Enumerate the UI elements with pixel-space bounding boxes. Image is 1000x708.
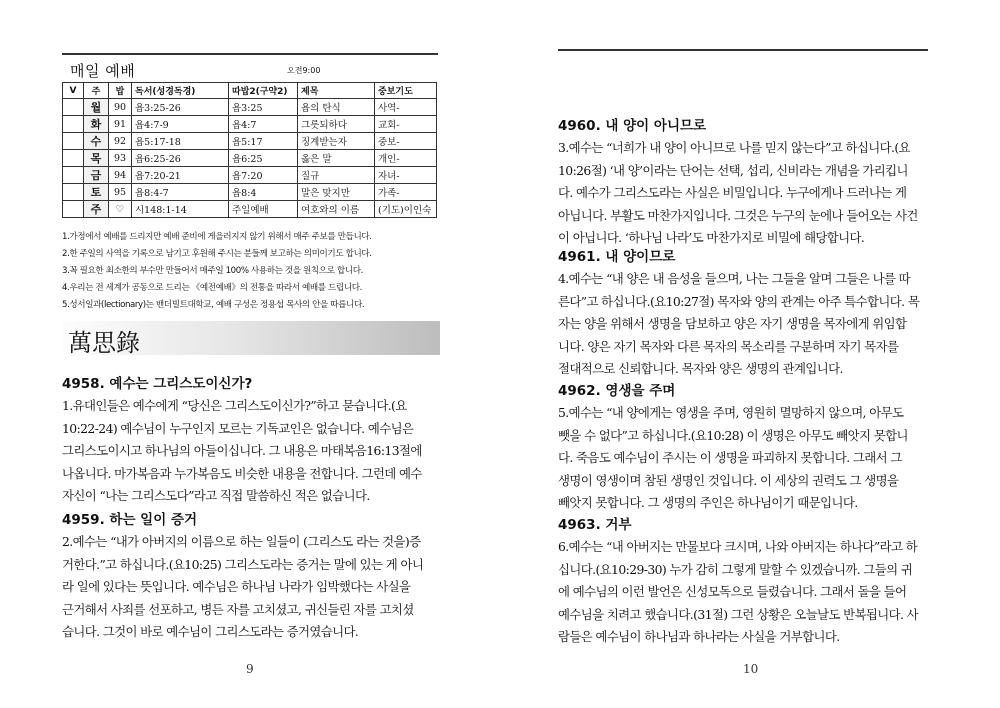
body-line: 습니다. 그것이 바로 예수님이 그리스도라는 증거였습니다.	[62, 624, 359, 639]
note-line: 4.우리는 전 세계가 공동으로 드리는 《예전예배》의 전통을 따라서 예배를 드립니다.	[62, 283, 362, 293]
cell-reading: 욥7:20-21	[132, 167, 229, 184]
cell-prayer: 교회-	[375, 116, 437, 133]
body-line: 자신이 “나는 그리스도다”라고 직접 말씀하신 적은 없습니다.	[62, 488, 370, 503]
body-line: 6.예수는 “내 아버지는 만물보다 크시며, 나와 아버지는 하나다”라고 하	[558, 539, 918, 554]
cell-check	[63, 201, 84, 218]
section-body	[558, 402, 940, 515]
cell-prayer: (기도)이인숙	[375, 201, 437, 218]
cell-prayer: 개인-	[375, 150, 437, 167]
worship-time: 오전9:00	[287, 66, 321, 75]
section-title: 4959. 하는 일이 증거	[62, 512, 198, 528]
section-4963	[558, 514, 940, 649]
top-rule	[558, 49, 928, 51]
body-line: 자는 양을 위해서 생명을 담보하고 양은 자기 생명을 목자에게 위임합	[558, 316, 907, 331]
col-header-num: 밥	[109, 83, 132, 99]
table-row	[63, 167, 437, 184]
body-line: 빼앗지 못합니다. 그 생명의 주인은 하나님이기 때문입니다.	[558, 495, 858, 510]
cell-topic: 질규	[298, 167, 375, 184]
body-line: 그리스도이시고 하나님의 아들이십니다. 그 내용은 마태복음16:13절에	[62, 443, 422, 458]
cell-check	[63, 99, 84, 116]
body-line: 아닙니다. 부활도 마찬가지입니다. 그것은 누구의 눈에나 들어오는 사건	[558, 207, 918, 223]
section-title: 4958. 예수는 그리스도이신가?	[62, 376, 253, 392]
banner-title: 萬思錄	[68, 329, 140, 357]
cell-reading: 욥4:7-9	[132, 116, 229, 133]
section-title: 4962. 영생을 주며	[558, 383, 676, 399]
body-line: 라 일에 있다는 뜻입니다. 예수님은 하나님 나라가 임박했다는 사실을	[62, 579, 411, 594]
table-row	[63, 201, 437, 218]
body-line: 다. 죽음도 예수님이 주시는 이 생명을 파괴하지 못합니다. 그래서 그	[558, 450, 902, 465]
body-line: 다. 예수가 그리스도라는 사실은 비밀입니다. 누구에게나 드러나는 게	[558, 185, 907, 200]
cell-day: 토	[84, 184, 109, 201]
section-body	[62, 395, 442, 508]
section-body	[558, 137, 940, 250]
body-line: 10:22-24) 예수님이 누구인지 모르는 기독교인은 없습니다. 예수님은	[62, 420, 414, 436]
body-line: 1.유대인들은 예수에게 “당신은 그리스도이신가?”하고 묻습니다.(요	[62, 398, 407, 413]
cell-topic: 옳은 말	[298, 150, 375, 167]
section-banner	[62, 321, 440, 355]
col-header-prayer: 중보기도	[375, 83, 437, 99]
cell-day: 목	[84, 150, 109, 167]
cell-num: ♡	[109, 201, 132, 218]
body-line: 뺏을 수 없다”고 하십니다.(요10:28) 이 생명은 아무도 빼앗지 못합니	[558, 427, 908, 443]
body-line: 예수님을 치려고 했습니다.(31절) 그런 상황은 오늘날도 반복됩니다. 사	[558, 606, 919, 622]
section-body	[62, 531, 442, 644]
cell-prayer: 가족-	[375, 184, 437, 201]
table-row	[63, 116, 437, 133]
cell-reading2: 주일예배	[229, 201, 298, 218]
table-row	[63, 99, 437, 116]
body-line: 2.예수는 “내가 아버지의 이름으로 하는 일들이 (그리스도 라는 것을)증	[62, 534, 421, 549]
worship-schedule-table	[62, 82, 437, 218]
section-4960	[558, 115, 940, 250]
section-4959	[62, 509, 442, 644]
cell-num: 94	[109, 167, 132, 184]
body-line: 이 아닙니다. ‘하나님 나라’도 마찬가지로 비밀에 해당합니다.	[558, 230, 865, 245]
cell-reading2: 욥4:7	[229, 116, 298, 133]
table-row	[63, 133, 437, 150]
cell-prayer: 중보-	[375, 133, 437, 150]
section-body	[558, 268, 940, 381]
cell-check	[63, 184, 84, 201]
cell-check	[63, 150, 84, 167]
col-header-day: 주	[84, 83, 109, 99]
cell-day: 금	[84, 167, 109, 184]
cell-reading2: 욥7:20	[229, 167, 298, 184]
cell-reading: 시148:1-14	[132, 201, 229, 218]
col-header-check: V	[63, 83, 84, 99]
section-4962	[558, 380, 940, 515]
page-number: 9	[246, 662, 254, 676]
body-line: 람들은 예수님이 하나님과 하나라는 사실을 거부합니다.	[558, 629, 840, 644]
note-line: 2.한 주일의 사역을 기록으로 남기고 후원해 주시는 분들께 보고하는 의미이기도 합니다.	[62, 249, 372, 259]
cell-topic: 욥의 탄식	[298, 99, 375, 116]
cell-reading: 욥8:4-7	[132, 184, 229, 201]
top-rule	[62, 53, 438, 55]
section-title: 4961. 내 양이므로	[558, 249, 676, 265]
cell-topic: 그릇되하다	[298, 116, 375, 133]
cell-topic: 말은 맞지만	[298, 184, 375, 201]
col-header-reading: 독서(성경독경)	[132, 83, 229, 99]
cell-prayer: 사역-	[375, 99, 437, 116]
body-line: 5.예수는 “내 양에게는 영생을 주며, 영원히 멸망하지 않으며, 아무도	[558, 405, 904, 420]
cell-num: 93	[109, 150, 132, 167]
note-line: 5.성서일과(lectionary)는 밴더빌트대학교, 예배 구성은 정용섭 목사의 안을 따릅니다.	[62, 300, 365, 310]
body-line: 절대적으로 신뢰합니다. 목자와 양은 생명의 관계입니다.	[558, 361, 843, 376]
table-header-row	[63, 83, 437, 99]
section-body	[558, 536, 940, 649]
table-row	[63, 150, 437, 167]
cell-num: 91	[109, 116, 132, 133]
table-row	[63, 184, 437, 201]
worship-notes	[62, 229, 447, 314]
note-line: 1.가정에서 예배를 드리지만 예배 준비에 게을러지지 않기 위해서 매주 주보를 만듭니다.	[62, 232, 372, 242]
section-title: 4963. 거부	[558, 517, 632, 533]
cell-reading: 욥5:17-18	[132, 133, 229, 150]
cell-reading2: 욥3:25	[229, 99, 298, 116]
cell-day: 주	[84, 201, 109, 218]
body-line: 나옵니다. 마가복음과 누가복음도 비슷한 내용을 전합니다. 그런데 예수	[62, 465, 422, 481]
cell-num: 95	[109, 184, 132, 201]
cell-reading2: 욥8:4	[229, 184, 298, 201]
cell-num: 92	[109, 133, 132, 150]
cell-day: 수	[84, 133, 109, 150]
section-title: 4960. 내 양이 아니므로	[558, 118, 707, 134]
cell-check	[63, 133, 84, 150]
body-line: 른다”고 하십니다.(요10:27절) 목자와 양의 관계는 아주 특수합니다. 목	[558, 293, 920, 309]
col-header-topic: 제목	[298, 83, 375, 99]
cell-check	[63, 167, 84, 184]
cell-check	[63, 116, 84, 133]
cell-reading: 욥6:25-26	[132, 150, 229, 167]
cell-num: 90	[109, 99, 132, 116]
body-line: 3.예수는 “너희가 내 양이 아니므로 나를 믿지 않는다”고 하십니다.(요	[558, 140, 910, 155]
cell-topic: 여호와의 이름	[298, 201, 375, 218]
cell-reading2: 욥5:17	[229, 133, 298, 150]
cell-prayer: 자녀-	[375, 167, 437, 184]
body-line: 십니다.(요10:29-30) 누가 감히 그렇게 말할 수 있겠습니까. 그들의 귀	[558, 561, 913, 577]
section-4961	[558, 246, 940, 381]
cell-reading2: 욥6:25	[229, 150, 298, 167]
cell-reading: 욥3:25-26	[132, 99, 229, 116]
body-line: 4.예수는 “내 양은 내 음성을 들으며, 나는 그들을 알며 그들은 나를 따	[558, 271, 911, 286]
body-line: 거한다.”고 하십니다.(요10:25) 그리스도라는 증거는 말에 있는 게 아니	[62, 556, 424, 572]
page-number: 10	[743, 662, 759, 676]
worship-title: 매일 예배	[70, 62, 136, 80]
body-line: 10:26절) ‘내 양’이라는 단어는 선택, 섭리, 신비라는 개념을 가리킵니	[558, 162, 908, 178]
section-4958	[62, 373, 442, 508]
cell-day: 화	[84, 116, 109, 133]
body-line: 에 예수님의 이런 발언은 신성모독으로 들렸습니다. 그래서 돌을 들어	[558, 584, 907, 599]
body-line: 근거해서 사죄를 선포하고, 병든 자를 고치셨고, 귀신들린 자를 고치셨	[62, 601, 414, 617]
body-line: 생명이 영생이며 참된 생명인 것입니다. 이 세상의 권력도 그 생명을	[558, 472, 899, 488]
cell-topic: 징계받는자	[298, 133, 375, 150]
cell-day: 월	[84, 99, 109, 116]
body-line: 니다. 양은 자기 목자와 다른 목자의 목소리를 구분하며 자기 목자를	[558, 338, 899, 354]
col-header-reading2: 따밥2(구약2)	[229, 83, 298, 99]
note-line: 3.꼭 필요한 최소한의 부수만 만들어서 매주일 100% 사용하는 것을 원칙으로 합니다.	[62, 266, 363, 276]
